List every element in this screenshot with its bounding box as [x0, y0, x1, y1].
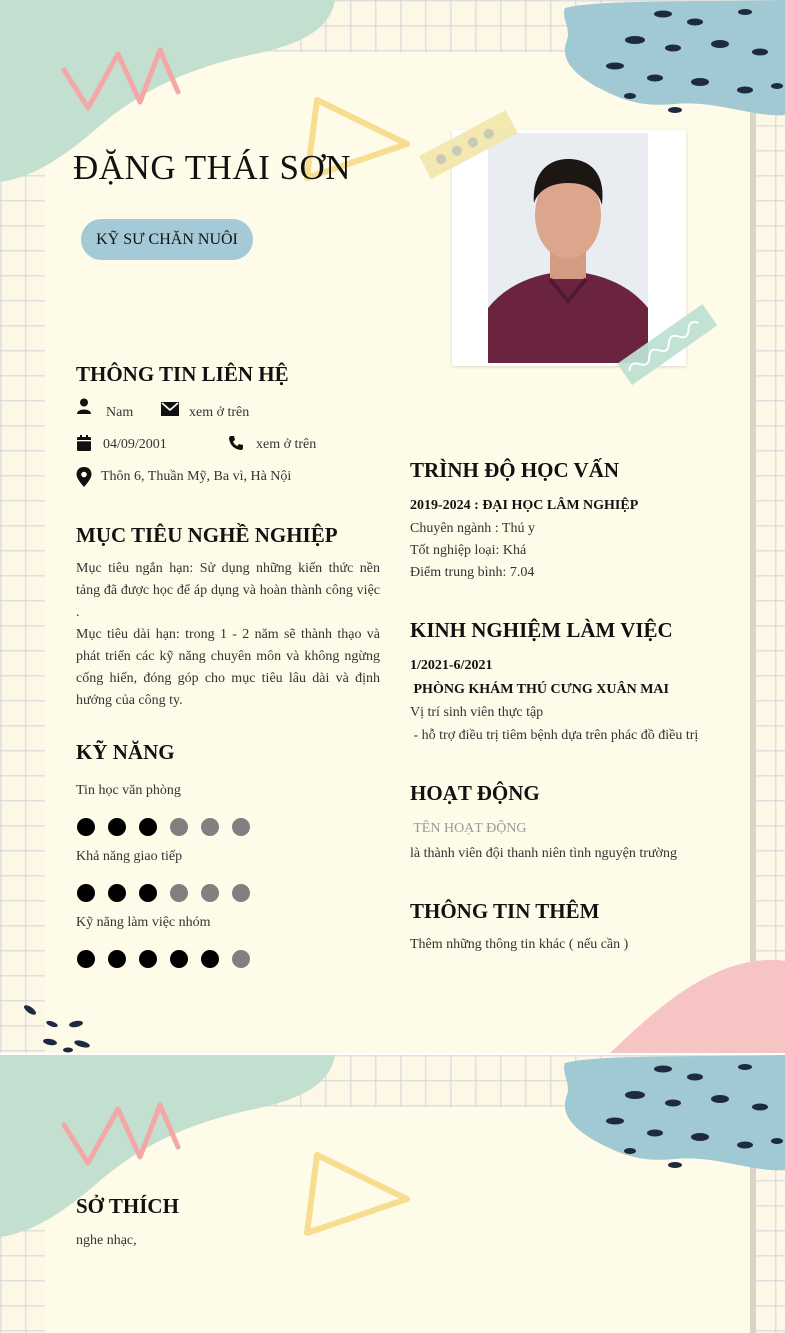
skill-dot-empty	[232, 818, 250, 836]
skill-name: Khả năng giao tiếp	[76, 849, 183, 864]
tape-decoration-top	[412, 98, 524, 194]
experience-heading: KINH NGHIỆM LÀM VIỆC	[410, 618, 673, 642]
more-info-heading: THÔNG TIN THÊM	[410, 899, 600, 923]
objective-heading: MỤC TIÊU NGHỀ NGHIỆP	[76, 523, 338, 547]
skill-dot-filled	[108, 950, 126, 968]
experience-period: 1/2021-6/2021	[410, 658, 493, 673]
skill-dot-filled	[139, 884, 157, 902]
phone-value: xem ở trên	[256, 437, 317, 452]
skill-dot-filled	[201, 950, 219, 968]
address-value: Thôn 6, Thuần Mỹ, Ba vì, Hà Nội	[101, 469, 292, 484]
user-icon	[76, 398, 92, 414]
skill-rating	[77, 884, 250, 902]
cv-page-2	[0, 1055, 785, 1333]
objective-long-term: Mục tiêu dài hạn: trong 1 - 2 năm sẽ thành thạo và phát triển các kỹ năng chuyên môn và không ngừng cống hiến, đóng góp cho mục tiêu lâu dài và định hướng của công ty.	[76, 627, 380, 708]
full-name: ĐẶNG THÁI SƠN	[73, 148, 352, 187]
skill-dot-empty	[201, 884, 219, 902]
education-heading: TRÌNH ĐỘ HỌC VẤN	[410, 458, 620, 482]
panel-shadow	[750, 1155, 756, 1333]
objective-short-term: Mục tiêu ngắn hạn: Sử dụng những kiến thức nền tảng đã được học để áp dụng và hoàn thành công việc .	[76, 561, 380, 620]
experience-duty: - hỗ trợ điều trị tiêm bệnh dựa trên phác đồ điều trị	[410, 728, 699, 743]
skill-dot-filled	[170, 950, 188, 968]
phone-icon	[228, 435, 244, 451]
more-info-text: Thêm những thông tin khác ( nếu cần )	[410, 937, 629, 952]
skill-name: Kỹ năng làm việc nhóm	[76, 915, 211, 930]
skill-dot-empty	[201, 818, 219, 836]
experience-company: PHÒNG KHÁM THÚ CƯNG XUÂN MAI	[410, 682, 669, 697]
skill-rating	[77, 818, 250, 836]
skill-dot-filled	[77, 818, 95, 836]
tape-decoration-bottom	[610, 300, 725, 392]
skill-dot-filled	[77, 950, 95, 968]
dark-dash-decoration	[20, 998, 100, 1053]
skill-dot-empty	[232, 950, 250, 968]
contact-heading: THÔNG TIN LIÊN HỆ	[76, 362, 289, 386]
mail-icon	[161, 402, 179, 416]
skill-dot-empty	[232, 884, 250, 902]
skill-dot-filled	[139, 818, 157, 836]
job-title-badge: KỸ SƯ CHĂN NUÔI	[81, 219, 253, 260]
hobbies-text: nghe nhạc,	[76, 1233, 137, 1248]
skill-dot-filled	[108, 818, 126, 836]
calendar-icon	[76, 435, 92, 451]
experience-position: Vị trí sinh viên thực tập	[410, 705, 544, 720]
birthday-value: 04/09/2001	[103, 437, 167, 452]
skill-dot-empty	[170, 884, 188, 902]
blue-blob-decoration	[555, 1055, 785, 1175]
email-value: xem ở trên	[189, 405, 250, 420]
education-rank: Tốt nghiệp loại: Khá	[410, 543, 527, 558]
education-gpa: Điểm trung bình: 7.04	[410, 565, 535, 580]
skill-dot-filled	[108, 884, 126, 902]
education-major: Chuyên ngành : Thú y	[410, 521, 535, 536]
skills-heading: KỸ NĂNG	[76, 740, 175, 764]
location-pin-icon	[76, 467, 92, 487]
triangle-decoration	[295, 1147, 415, 1247]
blue-blob-decoration	[555, 0, 785, 120]
skill-dot-empty	[170, 818, 188, 836]
zigzag-decoration	[60, 1095, 190, 1170]
activities-heading: HOẠT ĐỘNG	[410, 781, 540, 805]
hobbies-heading: SỞ THÍCH	[76, 1194, 179, 1218]
activity-description: là thành viên đội thanh niên tình nguyện trường	[410, 846, 677, 861]
skill-dot-filled	[139, 950, 157, 968]
zigzag-decoration	[60, 40, 190, 115]
skill-dot-filled	[77, 884, 95, 902]
skill-rating	[77, 950, 250, 968]
skill-name: Tin học văn phòng	[76, 783, 181, 798]
activity-name-placeholder: TÊN HOẠT ĐỘNG	[410, 821, 527, 836]
panel-shadow	[750, 100, 756, 1053]
gender-value: Nam	[106, 405, 134, 420]
education-school: 2019-2024 : ĐẠI HỌC LÂM NGHIỆP	[410, 498, 639, 513]
pink-blob-decoration	[610, 955, 785, 1053]
